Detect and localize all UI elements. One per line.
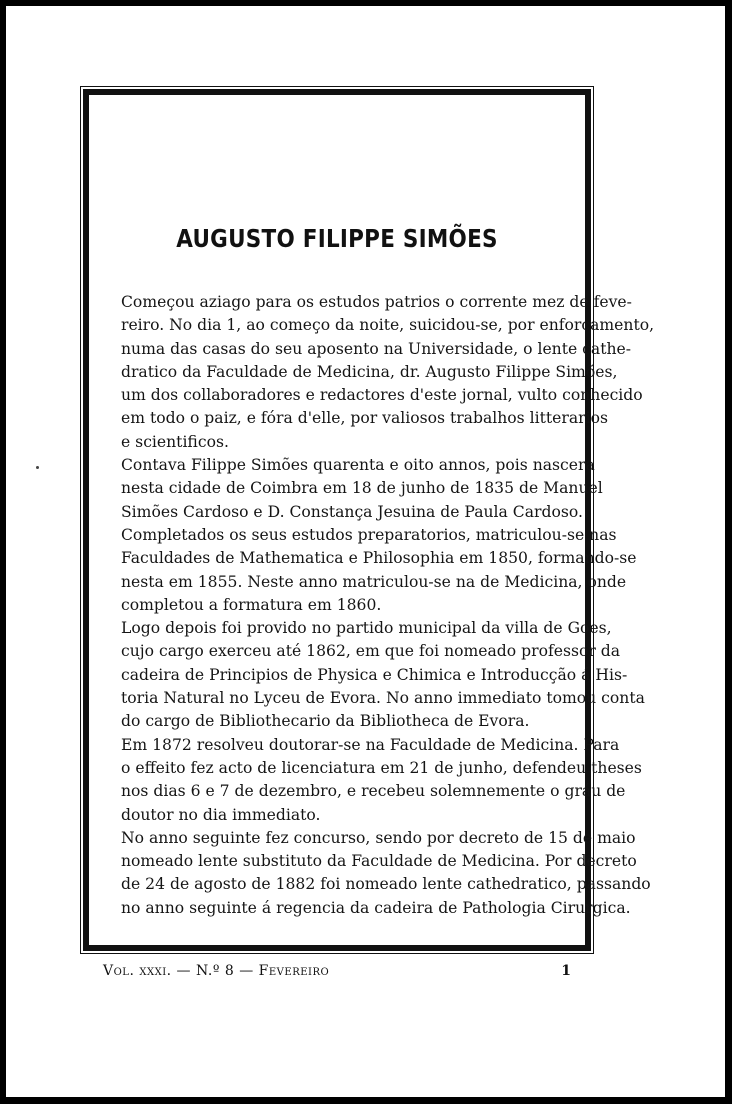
text-line: Contava Filippe Simões quarenta e oito annos, pois nascera [121,456,595,475]
text-line: Faculdades de Mathematica e Philosophia em 1850, formando-se [121,549,637,568]
paragraph-2 [119,454,603,524]
document-page [6,6,725,1097]
text-line: o effeito fez acto de licenciatura em 21 de junho, defendeu theses [121,758,642,777]
text-line: Em 1872 resolveu doutorar-se na Faculdade de Medicina. Para [121,735,620,754]
text-line: nesta em 1855. Neste anno matriculou-se na de Medicina, onde [121,572,627,591]
text-line: completou a formatura em 1860. [121,595,382,614]
text-line: doutor no dia immediato. [121,805,321,824]
article-title: AUGUSTO FILIPPE SIMÕES [176,224,498,253]
text-line: Completados os seus estudos preparatorios, matriculou-se nas [121,525,617,544]
text-line: em todo o paiz, e fóra d'elle, por valiosos trabalhos litterarios [121,409,608,428]
paragraph-5 [119,734,642,827]
text-line: um dos collaboradores e redactores d'este jornal, vulto conhecido [121,386,643,405]
paragraph-6 [119,827,651,920]
page-footer [103,963,571,979]
text-line: nesta cidade de Coimbra em 18 de junho de 1835 de Manuel [121,479,603,498]
page-number: 1 [561,963,571,979]
text-line: nos dias 6 e 7 de dezembro, e recebeu solemnemente o gráu de [121,782,626,801]
text-line: do cargo de Bibliothecario da Bibliotheca de Evora. [121,712,530,731]
article-body [119,291,655,920]
text-line: e scientificos. [121,432,229,451]
text-line: toria Natural no Lyceu de Evora. No anno immediato tomou conta [121,689,645,708]
paragraph-3 [119,524,637,617]
text-line: Logo depois foi provido no partido municipal da villa de Goes, [121,619,612,638]
running-head: Vol. xxxi. — N.º 8 — Fevereiro [103,963,330,979]
scan-speck [36,466,39,469]
text-line: de 24 de agosto de 1882 foi nomeado lente cathedratico, passando [121,875,651,894]
text-line: cadeira de Principios de Physica e Chimica e Introducção á His- [121,665,628,684]
text-line: dratico da Faculdade de Medicina, dr. Augusto Filippe Simões, [121,362,618,381]
text-line: No anno seguinte fez concurso, sendo por decreto de 15 de maio [121,828,636,847]
text-line: Começou aziago para os estudos patrios o corrente mez de feve- [121,293,632,311]
paragraph-4 [119,617,645,733]
text-line: nomeado lente substituto da Faculdade de Medicina. Por decreto [121,852,637,871]
paragraph-1 [119,291,655,454]
text-line: no anno seguinte á regencia da cadeira de Pathologia Cirurgica. [121,898,631,917]
text-line: Simões Cardoso e D. Constança Jesuina de Paula Cardoso. [121,502,583,521]
text-line: numa das casas do seu aposento na Universidade, o lente cathe- [121,339,632,358]
text-line: reiro. No dia 1, ao começo da noite, suicidou-se, por enforcamento, [121,316,655,335]
text-line: cujo cargo exerceu até 1862, em que foi nomeado professor da [121,642,621,661]
